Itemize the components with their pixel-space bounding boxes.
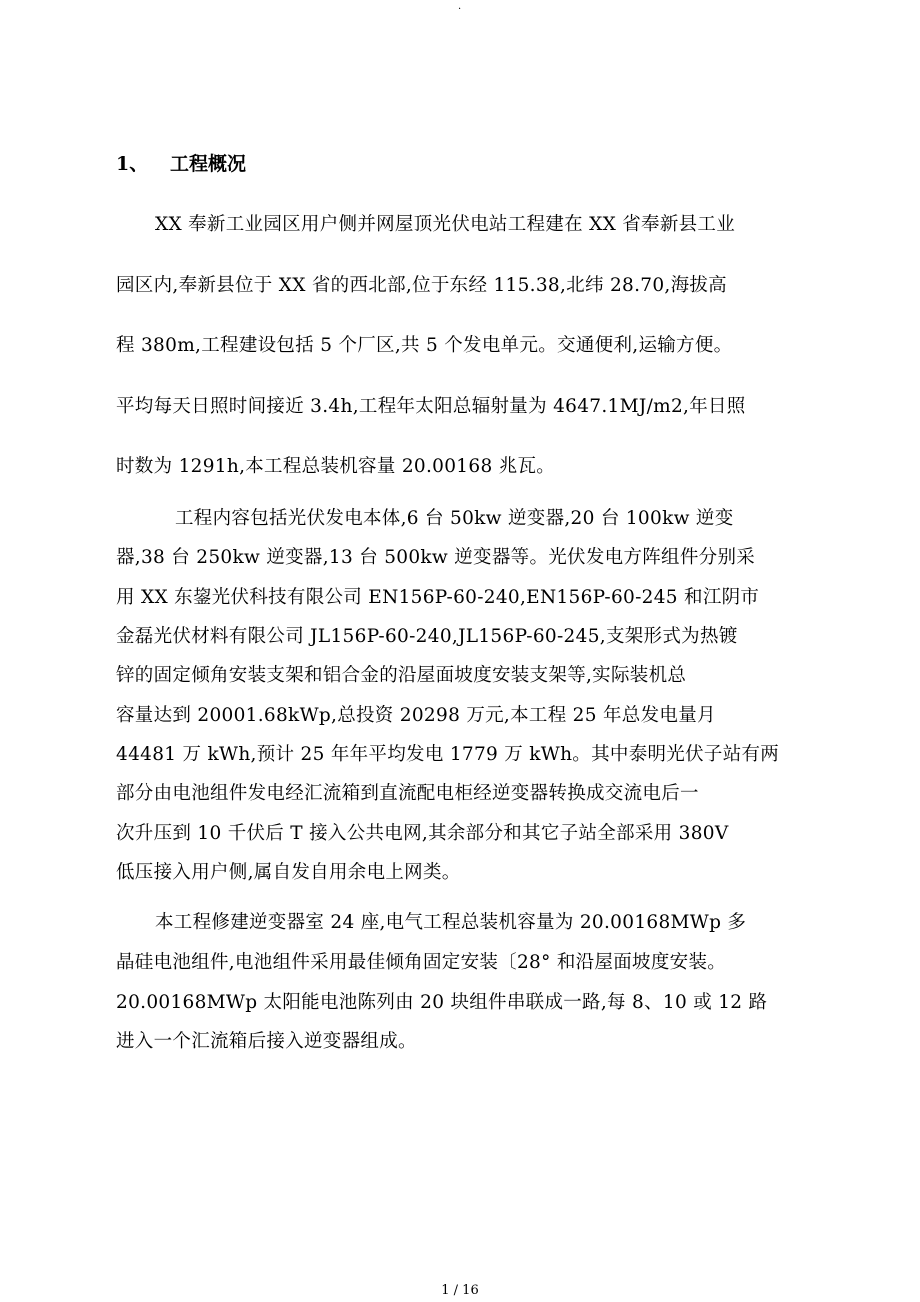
paragraph-line: 锌的固定倾角安装支架和铝合金的沿屋面坡度安装支架等,实际装机总: [116, 665, 687, 686]
paragraph-line: 园区内,奉新县位于 XX 省的西北部,位于东经 115.38,北纬 28.70,海拔高: [116, 275, 727, 296]
paragraph-line: 进入一个汇流箱后接入逆变器组成。: [116, 1031, 417, 1052]
paragraph-line: 平均每天日照时间接近 3.4h,工程年太阳总辐射量为 4647.1MJ/m2,年日照: [116, 396, 746, 417]
paragraph-line: 用 XX 东鋆光伏科技有限公司 EN156P-60-240,EN156P-60-245 和江阴市: [116, 587, 760, 608]
paragraph-line: 低压接入用户侧,属自发自用余电上网类。: [116, 862, 461, 883]
paragraph-line: 20.00168MWp 太阳能电池陈列由 20 块组件串联成一路,每 8、10 或 12 路: [116, 992, 768, 1013]
section-title: 工程概况: [170, 153, 247, 175]
header-mark: .: [458, 1, 462, 12]
paragraph-line: 本工程修建逆变器室 24 座,电气工程总装机容量为 20.00168MWp 多: [155, 912, 747, 933]
paragraph-line: 器,38 台 250kw 逆变器,13 台 500kw 逆变器等。光伏发电方阵组件分别采: [116, 547, 756, 568]
section-heading: [116, 151, 246, 177]
paragraph-line: 金磊光伏材料有限公司 JL156P-60-240,JL156P-60-245,支架形式为热镀: [116, 626, 738, 647]
paragraph-line: 时数为 1291h,本工程总装机容量 20.00168 兆瓦。: [116, 456, 556, 477]
paragraph-line: 晶硅电池组件,电池组件采用最佳倾角固定安装〔28° 和沿屋面坡度安装。: [116, 952, 727, 973]
paragraph-line: 44481 万 kWh,预计 25 年年平均发电 1779 万 kWh。其中泰明光伏子站有两: [116, 744, 780, 765]
paragraph-line: 工程内容包括光伏发电本体,6 台 50kw 逆变器,20 台 100kw 逆变: [175, 508, 734, 529]
paragraph-line: 部分由电池组件发电经汇流箱到直流配电柜经逆变器转换成交流电后一: [116, 783, 699, 804]
section-number: 1、: [116, 153, 149, 175]
paragraph-line: XX 奉新工业园区用户侧并网屋顶光伏电站工程建在 XX 省奉新县工业: [155, 214, 736, 235]
paragraph-line: 次升压到 10 千伏后 T 接入公共电网,其余部分和其它子站全部采用 380V: [116, 823, 729, 844]
paragraph-line: 容量达到 20001.68kWp,总投资 20298 万元,本工程 25 年总发电量月: [116, 705, 716, 726]
paragraph-line: 程 380m,工程建设包括 5 个厂区,共 5 个发电单元。交通便利,运输方便。: [116, 335, 733, 356]
page-indicator: 1 / 16: [441, 1283, 479, 1298]
